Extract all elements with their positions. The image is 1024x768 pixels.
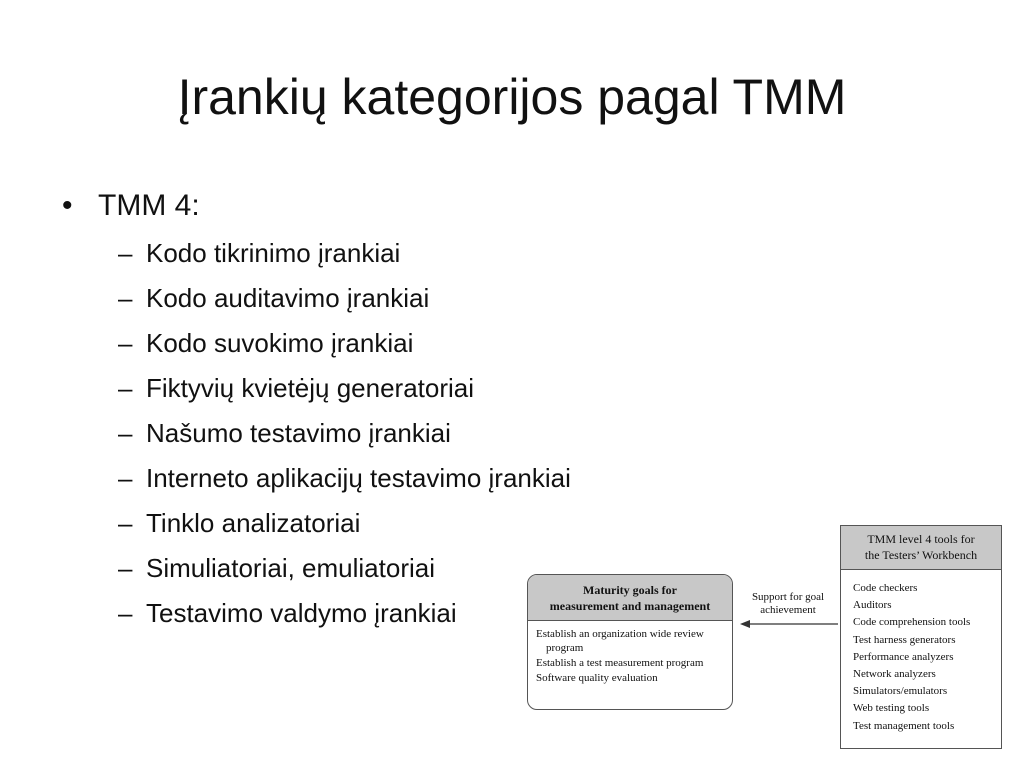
bullet-tmm4 <box>62 186 200 226</box>
goal-item: Establish an organization wide review program <box>536 628 704 654</box>
tool-item: Network analyzers <box>853 668 936 681</box>
list-item: – Kodo auditavimo įrankiai <box>118 283 430 313</box>
arrow-left-icon <box>738 617 840 631</box>
list-item: – Simuliatoriai, emuliatoriai <box>118 553 435 583</box>
slide-title: Įrankių kategorijos pagal TMM <box>177 69 847 125</box>
list-item: – Testavimo valdymo įrankiai <box>118 598 457 628</box>
maturity-goals-list <box>528 621 732 685</box>
tool-item: Test harness generators <box>853 633 956 646</box>
list-item: – Interneto aplikacijų testavimo įrankiai <box>118 463 571 493</box>
tools-box-header: TMM level 4 tools for the Testers’ Workbench <box>841 526 1001 570</box>
tool-item: Code comprehension tools <box>853 616 971 629</box>
tools-list <box>841 570 1001 735</box>
goal-item: Software quality evaluation <box>536 672 658 684</box>
tool-item: Simulators/emulators <box>853 685 948 698</box>
maturity-goals-box <box>527 574 733 710</box>
tool-item: Test management tools <box>853 719 955 732</box>
tmm-level4-tools-box <box>840 525 1002 749</box>
tool-item: Auditors <box>853 599 892 612</box>
list-item: – Kodo tikrinimo įrankiai <box>118 238 401 268</box>
bullet-dot: • <box>62 189 73 222</box>
list-item: – Fiktyvių kvietėjų generatoriai <box>118 373 475 403</box>
tool-item: Code checkers <box>853 582 918 594</box>
list-item: – Našumo testavimo įrankiai <box>118 418 451 448</box>
tool-item: Web testing tools <box>853 702 930 715</box>
list-item: – Tinklo analizatoriai <box>118 508 361 538</box>
bullet-label: TMM 4: <box>98 189 200 222</box>
tool-item: Performance analyzers <box>853 650 954 663</box>
maturity-goals-header: Maturity goals for measurement and management <box>528 575 732 621</box>
arrow-label: Support for goal achievement <box>751 591 825 616</box>
list-item: – Kodo suvokimo įrankiai <box>118 328 414 358</box>
tool-category-list <box>118 235 571 640</box>
goal-item: Establish a test measurement program <box>536 657 704 669</box>
